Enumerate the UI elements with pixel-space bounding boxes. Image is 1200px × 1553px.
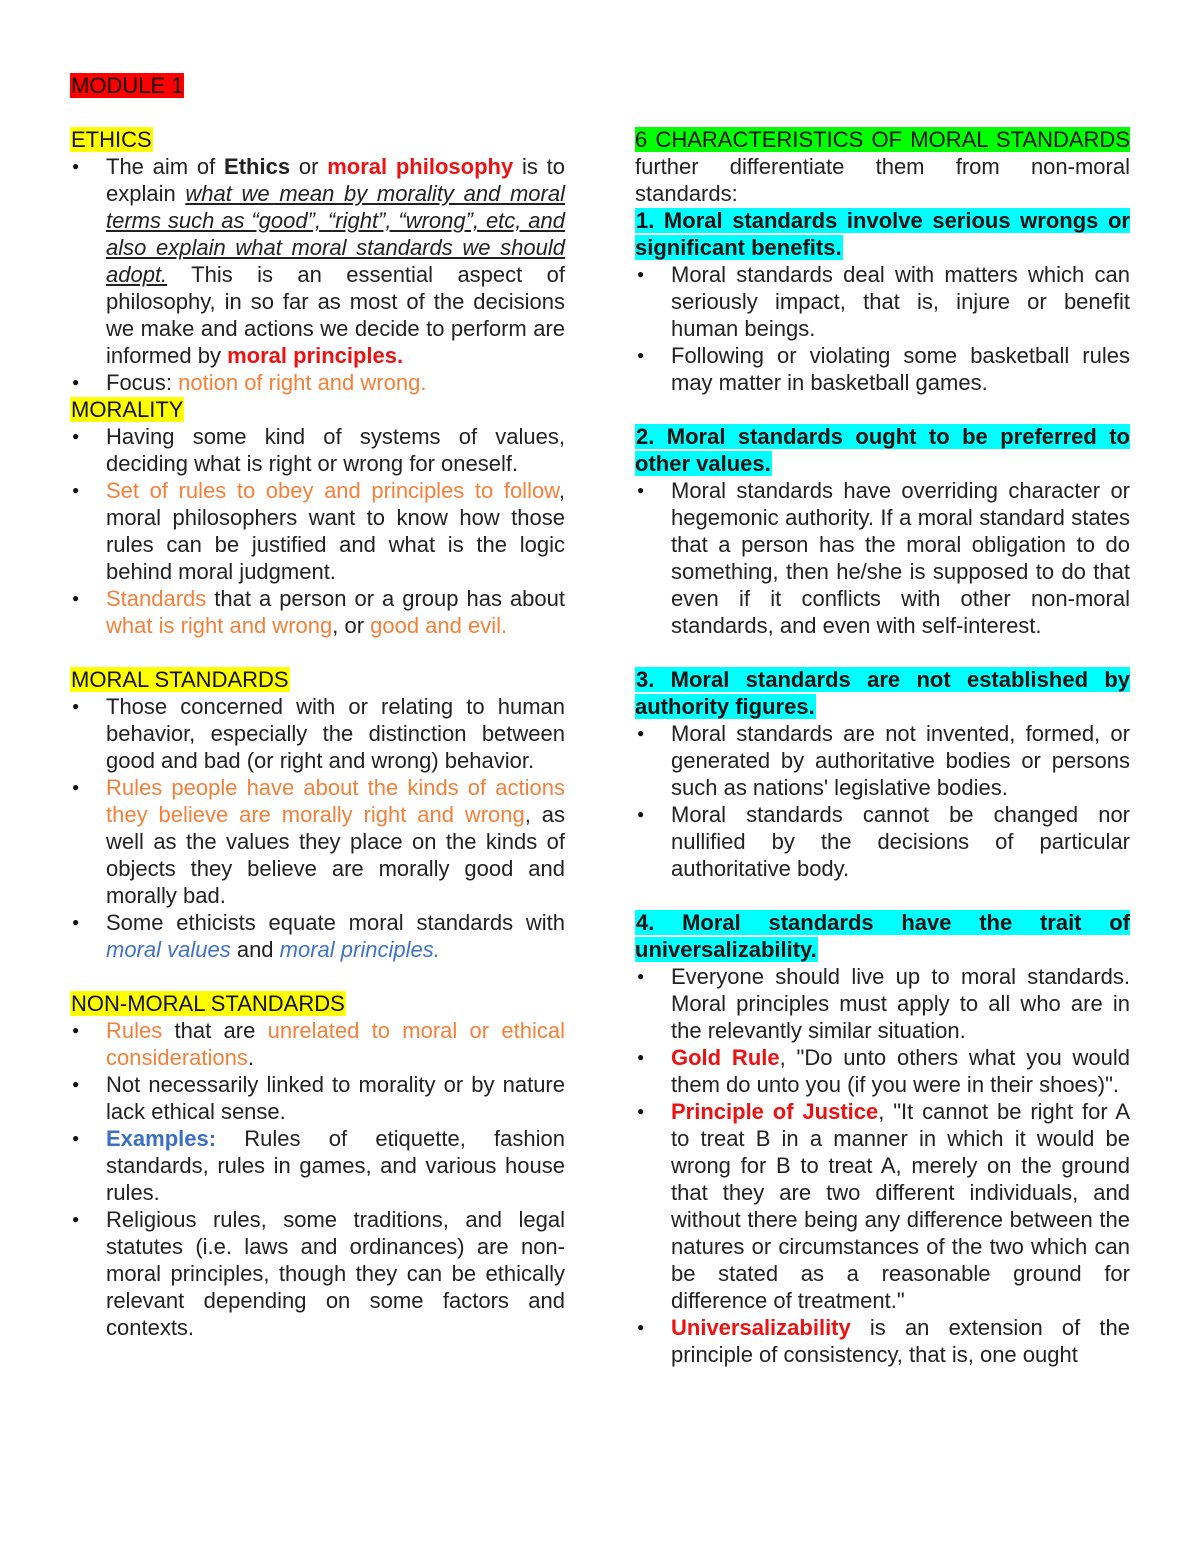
list-item: ● Gold Rule, "Do unto others what you would them do unto you (if you were in their shoes)". [635, 1044, 1130, 1098]
characteristic-3-list [635, 720, 1130, 882]
list-item: ● Focus: notion of right and wrong. [70, 369, 565, 396]
non-moral-standards-heading: NON-MORAL STANDARDS [71, 991, 345, 1016]
characteristic-2-list [635, 477, 1130, 639]
list-item: ● Set of rules to obey and principles to follow, moral philosophers want to know how those rules can be justified and what is the logic behind moral judgment. [70, 477, 565, 585]
list-item: ● Principle of Justice, "It cannot be right for A to treat B in a manner in which it would be wrong for B to treat A, merely on the ground that they are two different individuals, and without there being any difference between the natures or circumstances of the two which can be stated as a reasonable ground for difference of treatment." [635, 1098, 1130, 1314]
list-item: ● Having some kind of systems of values, deciding what is right or wrong for oneself. [70, 423, 565, 477]
characteristics-intro: 6 CHARACTERISTICS OF MORAL STANDARDS further differentiate them from non-moral standards: [635, 127, 1130, 206]
list-item: ● Everyone should live up to moral standards. Moral principles must apply to all who are in the relevantly similar situation. [635, 963, 1130, 1044]
module-title: MODULE 1 [71, 73, 184, 98]
morality-heading: MORALITY [71, 397, 184, 422]
moral-standards-list [70, 693, 565, 963]
characteristic-4-heading: 4. Moral standards have the trait of universalizability. [635, 910, 1130, 962]
list-item: ● Moral standards cannot be changed nor nullified by the decisions of particular authoritative body. [635, 801, 1130, 882]
list-item: ● Those concerned with or relating to human behavior, especially the distinction between good and bad (or right and wrong) behavior. [70, 693, 565, 774]
list-item: ● Rules people have about the kinds of actions they believe are morally right and wrong, as well as the values they place on the kinds of objects they believe are morally good and morally bad. [70, 774, 565, 909]
list-item: ● Some ethicists equate moral standards with moral values and moral principles. [70, 909, 565, 963]
list-item: ● Rules that are unrelated to moral or ethical considerations. [70, 1017, 565, 1071]
list-item: ● Standards that a person or a group has about what is right and wrong, or good and evil. [70, 585, 565, 639]
characteristic-2-heading: 2. Moral standards ought to be preferred to other values. [635, 424, 1130, 476]
characteristic-1-heading: 1. Moral standards involve serious wrongs or significant benefits. [635, 208, 1130, 260]
characteristic-4-list [635, 963, 1130, 1368]
ethics-heading: ETHICS [71, 127, 152, 152]
morality-list [70, 423, 565, 639]
ethics-list [70, 153, 565, 396]
list-item: ● Examples: Rules of etiquette, fashion standards, rules in games, and various house rules. [70, 1125, 565, 1206]
list-item: ● Religious rules, some traditions, and legal statutes (i.e. laws and ordinances) are non-moral principles, though they can be ethically relevant depending on some factors and contexts. [70, 1206, 565, 1341]
left-column [70, 72, 565, 1341]
list-item: ● Not necessarily linked to morality or by nature lack ethical sense. [70, 1071, 565, 1125]
characteristic-3-heading: 3. Moral standards are not established by authority figures. [635, 667, 1130, 719]
right-column [635, 126, 1130, 1368]
characteristic-1-list [635, 261, 1130, 396]
list-item: ● Moral standards deal with matters which can seriously impact, that is, injure or benefit human beings. [635, 261, 1130, 342]
moral-standards-heading: MORAL STANDARDS [71, 667, 289, 692]
list-item: ● Moral standards have overriding character or hegemonic authority. If a moral standard states that a person has the moral obligation to do something, then he/she is supposed to do that even if it conflicts with other non-moral standards, and even with self-interest. [635, 477, 1130, 639]
list-item: ● Following or violating some basketball rules may matter in basketball games. [635, 342, 1130, 396]
list-item: ● Universalizability is an extension of the principle of consistency, that is, one ought [635, 1314, 1130, 1368]
list-item: ● Moral standards are not invented, formed, or generated by authoritative bodies or persons such as nations' legislative bodies. [635, 720, 1130, 801]
list-item: ● The aim of Ethics or moral philosophy is to explain what we mean by morality and moral terms such as “good”, “right”, “wrong”, etc, and also explain what moral standards we should adopt. This is an essential aspect of philosophy, in so far as most of the decisions we make and actions we decide to perform are informed by moral principles. [70, 153, 565, 369]
non-moral-standards-list [70, 1017, 565, 1341]
